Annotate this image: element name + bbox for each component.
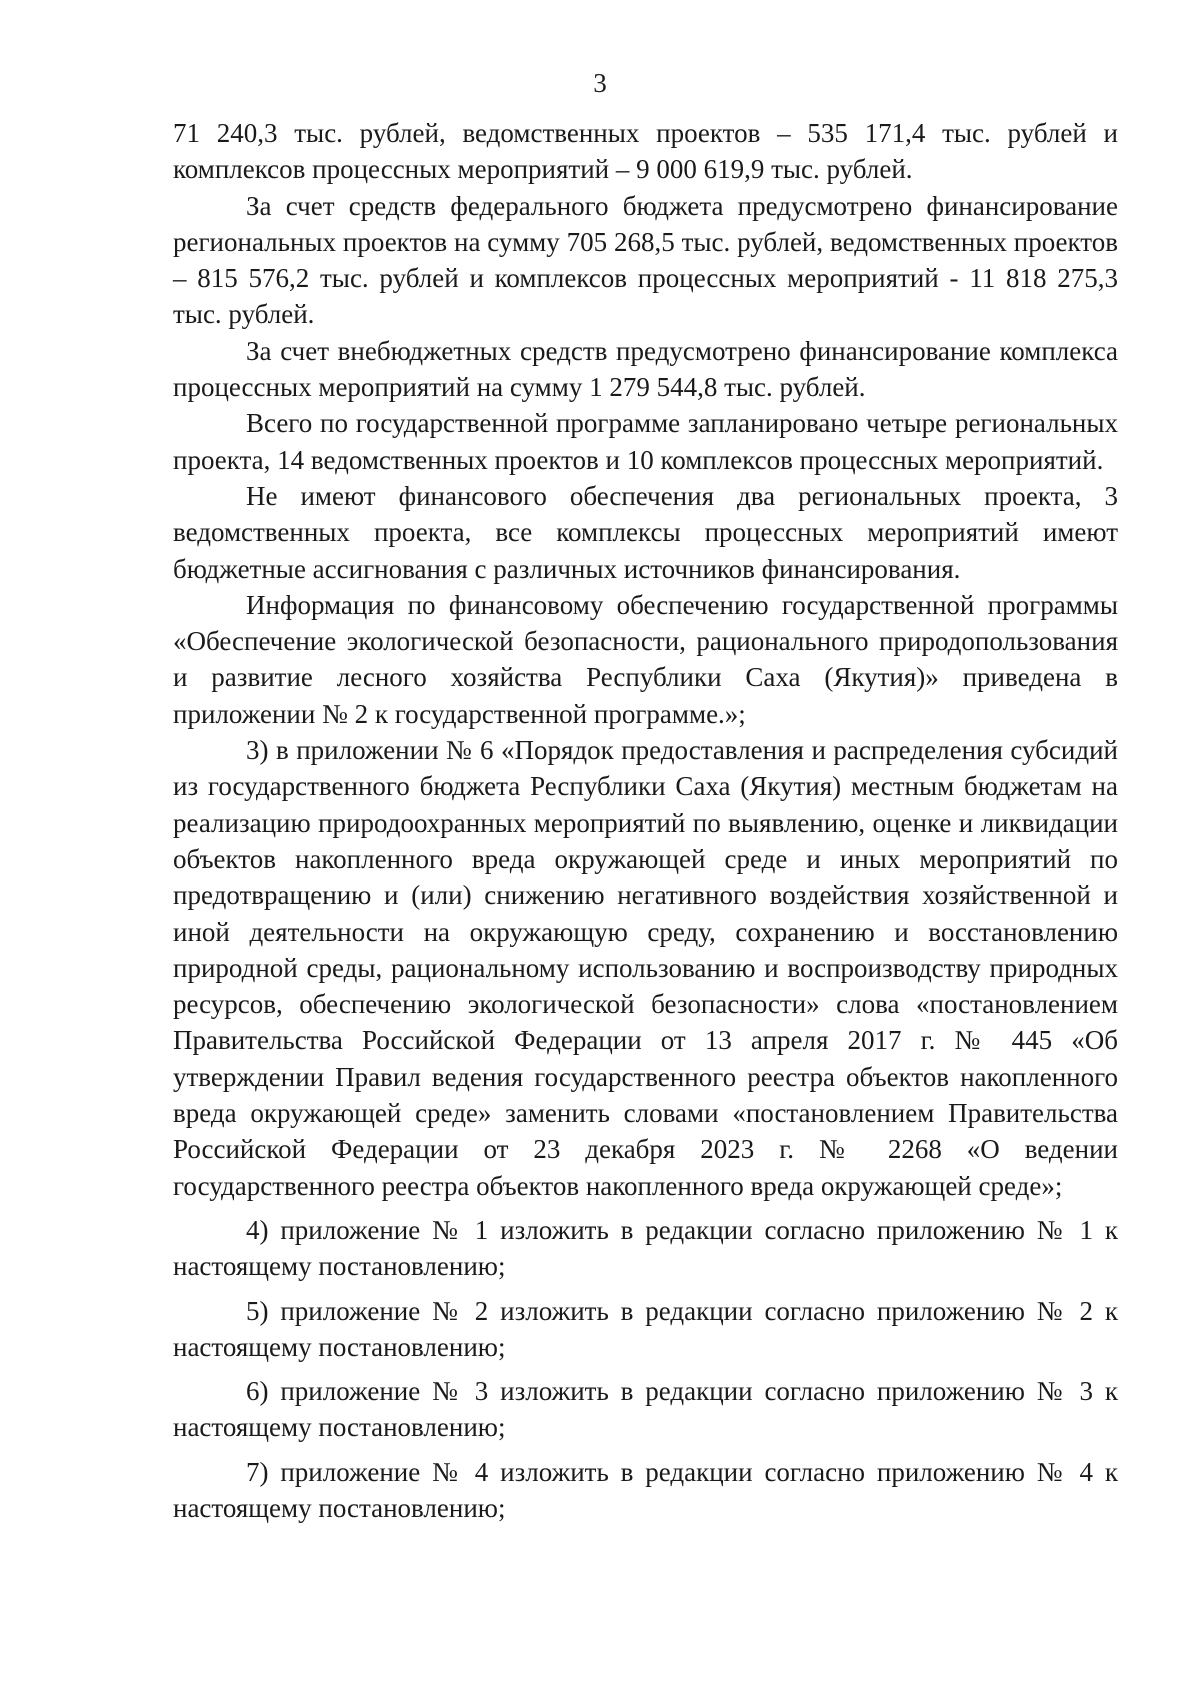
- document-body: [173, 115, 1118, 1526]
- paragraph-item-7: 7) приложение № 4 изложить в редакции согласно приложению № 4 к настоящему постановлению;: [173, 1456, 1118, 1523]
- paragraph-financing-info: Информация по финансовому обеспечению государственной программы «Обеспечение экологической безопасности, рационального природопользования и развитие лесного хозяйства Республики Саха (Якутия)» приведена в приложении № 2 к государственной программе.»;: [173, 589, 1118, 729]
- paragraph-unfunded-projects: Не имеют финансового обеспечения два региональных проекта, 3 ведомственных проекта, все комплексы процессных мероприятий имеют бюджетные ассигнования с различных источников финансирования.: [173, 480, 1118, 584]
- paragraph-program-totals: Всего по государственной программе запланировано четыре региональных проекта, 14 ведомственных проектов и 10 комплексов процессных мероприятий.: [173, 408, 1118, 475]
- paragraph-item-6: 6) приложение № 3 изложить в редакции согласно приложению № 3 к настоящему постановлению;: [173, 1376, 1118, 1443]
- paragraph-federal-budget: За счет средств федерального бюджета предусмотрено финансирование региональных проектов на сумму 705 268,5 тыс. рублей, ведомственных проектов – 815 576,2 тыс. рублей и комплексов процессных мероприятий - 11 818 275,3 тыс. рублей.: [173, 190, 1118, 330]
- paragraph-continuation: 71 240,3 тыс. рублей, ведомственных проектов – 535 171,4 тыс. рублей и комплексов процессных мероприятий – 9 000 619,9 тыс. рублей.: [173, 118, 1118, 185]
- paragraph-item-3: 3) в приложении № 6 «Порядок предоставления и распределения субсидий из государственного бюджета Республики Саха (Якутия) местным бюджетам на реализацию природоохранных мероприятий по выявлению, оценке и ликвидации объектов накопленного вреда окружающей среде и иных мероприятий по предотвращению и (или) снижению негативного воздействия хозяйственной и иной деятельности на окружающую среду, сохранению и восстановлению природной среды, рациональному использованию и воспроизводству природных ресурсов, обеспечению экологической безопасности» слова «постановлением Правительства Российской Федерации от 13 апреля 2017 г. № 445 «Об утверждении Правил ведения государственного реестра объектов накопленного вреда окружающей среде» заменить словами «постановлением Правительства Российской Федерации от 23 декабря 2023 г. № 2268 «О ведении государственного реестра объектов накопленного вреда окружающей среде»;: [173, 735, 1118, 1201]
- paragraph-extrabudgetary: За счет внебюджетных средств предусмотрено финансирование комплекса процессных мероприятий на сумму 1 279 544,8 тыс. рублей.: [173, 335, 1118, 403]
- page-number: 3: [593, 68, 607, 98]
- paragraph-item-5: 5) приложение № 2 изложить в редакции согласно приложению № 2 к настоящему постановлению;: [173, 1295, 1118, 1362]
- paragraph-item-4: 4) приложение № 1 изложить в редакции согласно приложению № 1 к настоящему постановлению;: [173, 1214, 1118, 1282]
